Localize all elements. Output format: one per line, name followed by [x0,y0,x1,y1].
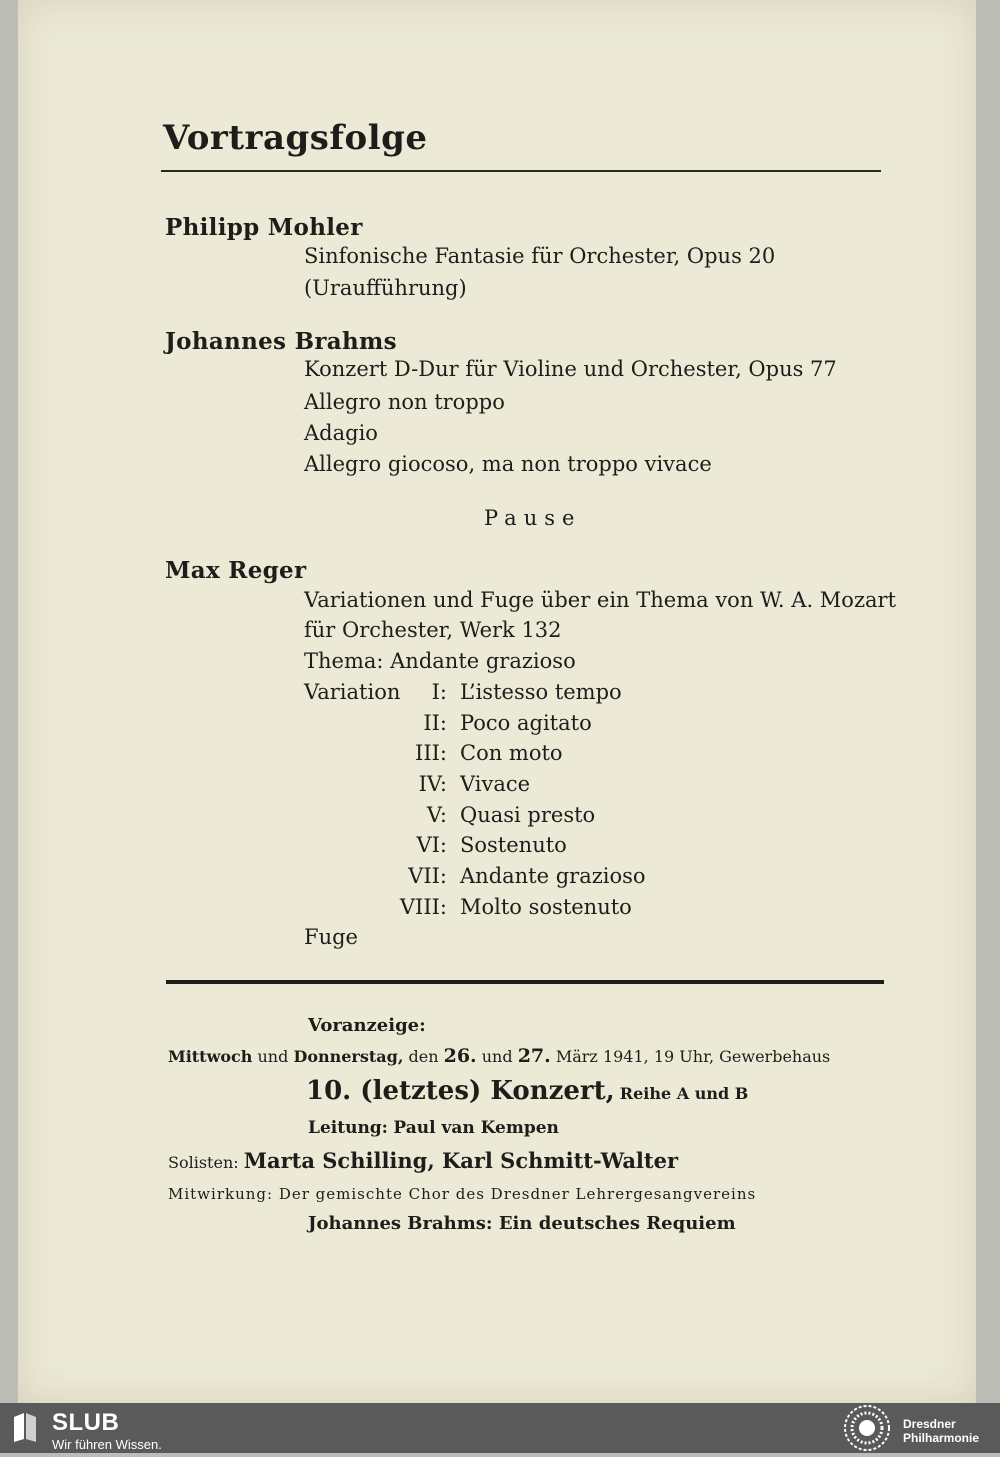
date-2: 27. [517,1045,551,1067]
variation-tempo: L’istesso tempo [460,680,622,704]
conductor-name: Paul van Kempen [393,1118,559,1138]
weekday-1: Mittwoch [168,1047,253,1066]
variation-tempo: Andante grazioso [460,864,646,888]
work-line: Sinfonische Fantasie für Orchester, Opus 20 [304,244,776,268]
date-connector: und [257,1047,289,1066]
heading-rule [161,170,881,172]
weekday-2: Donnerstag, [293,1047,404,1066]
variation-tempo: Con moto [460,741,563,765]
variation-tempo: Quasi presto [460,803,596,827]
work-line: (Uraufführung) [304,276,467,300]
concert-series: Reihe A und B [619,1084,749,1103]
date-time-venue: März 1941, 19 Uhr, Gewerbehaus [555,1047,831,1066]
variation-tempo: Molto sostenuto [460,895,632,919]
variation-number: IV: [418,772,447,796]
movement-line: Allegro non troppo [304,390,505,414]
variation-number: VIII: [399,895,447,919]
composer-name: Philipp Mohler [165,214,363,241]
page-title: Vortragsfolge [163,118,428,158]
variation-tempo: Sostenuto [460,833,567,857]
partner-name: Dresdner Philharmonie [903,1417,980,1445]
movement-line: Adagio [304,421,378,445]
soloists-line [168,1148,678,1173]
variation-label: Variation [304,680,401,704]
library-name: SLUB [52,1409,120,1436]
participation-choir: Der gemischte Chor des Dresdner Lehrergesangvereins [278,1185,757,1203]
slub-logo-icon [12,1411,38,1443]
philharmonie-logo-icon [843,1404,891,1452]
theme-line: Thema: Andante grazioso [304,649,576,673]
variation-number: VI: [416,833,447,857]
variation-number: V: [426,803,447,827]
work-line: für Orchester, Werk 132 [304,618,562,642]
variation-number: III: [415,741,447,765]
soloists-names: Marta Schilling, Karl Schmitt-Walter [243,1148,679,1173]
date-connector: und [481,1047,513,1066]
date-1: 26. [443,1045,477,1067]
variation-tempo: Poco agitato [460,711,592,735]
announcement-dates [168,1045,830,1067]
library-tagline: Wir führen Wissen. [52,1437,162,1452]
variation-number: II: [423,711,447,735]
movement-line: Allegro giocoso, ma non troppo vivace [304,452,712,476]
work-line: Konzert D-Dur für Violine und Orchester, Opus 77 [304,357,837,381]
program-page [18,0,976,1403]
footer-bar [0,1403,1000,1453]
fugue-line: Fuge [304,925,358,949]
date-prefix: den [408,1047,439,1066]
soloists-label: Solisten: [168,1153,239,1172]
concert-line [306,1076,748,1106]
work-line: Variationen und Fuge über ein Thema von W. A. Mozart [304,588,897,612]
conductor-line [308,1118,559,1138]
conductor-label: Leitung: [308,1118,388,1138]
variation-number: VII: [408,864,447,888]
intermission-label: Pause [484,506,582,530]
variation-number: I: [431,680,447,704]
variation-tempo: Vivace [460,772,531,796]
announcement-label: Voranzeige: [308,1015,426,1036]
participation-label: Mitwirkung: [168,1185,274,1203]
composer-name: Johannes Brahms [165,328,397,355]
section-divider [166,980,884,984]
composer-name: Max Reger [165,557,307,584]
announced-work: Johannes Brahms: Ein deutsches Requiem [308,1213,736,1234]
participation-line [168,1185,756,1203]
concert-title: 10. (letztes) Konzert, [306,1076,615,1106]
